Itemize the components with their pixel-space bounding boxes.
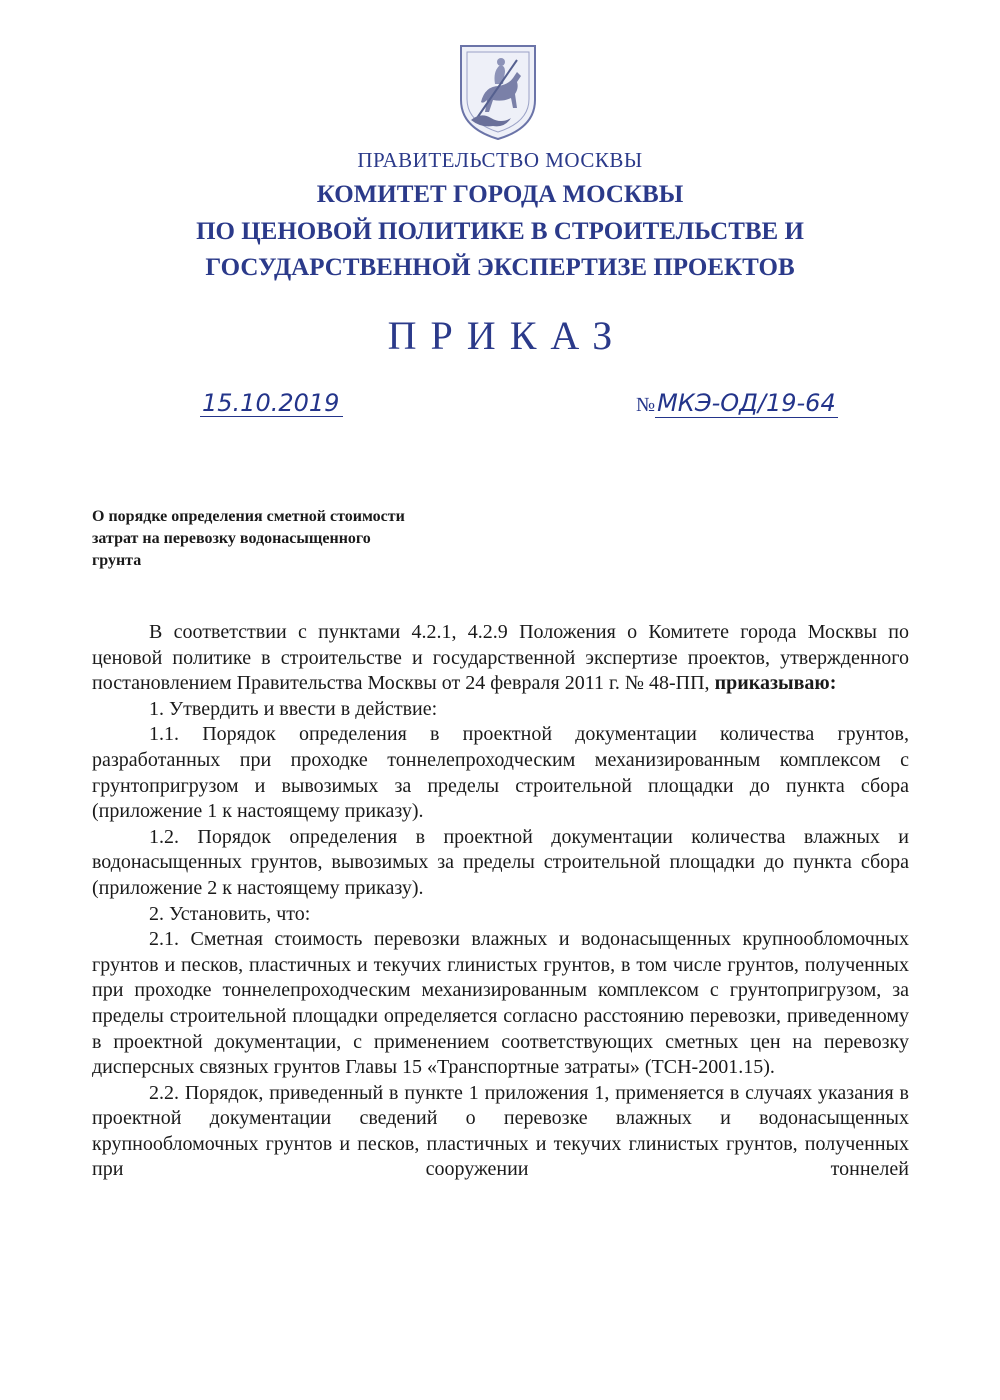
order-date: 15.10.2019	[200, 390, 343, 417]
document-type-heading: ПРИКАЗ	[387, 313, 627, 358]
committee-title-line-1: КОМИТЕТ ГОРОДА МОСКВЫ	[316, 181, 684, 208]
paragraph-2-2: 2.2. Порядок, приведенный в пункте 1 приложения 1, применяется в случаях указания в проектной документации сведений о перевозке влажных и водонасыщенных крупнообломочных грунтов и песков, пластичных и текучих глинистых грунтов, полученных при сооружении тоннелей	[92, 1081, 909, 1181]
number-sign: №	[636, 394, 656, 416]
paragraph-1: 1. Утвердить и ввести в действие:	[149, 697, 438, 720]
government-title: ПРАВИТЕЛЬСТВО МОСКВЫ	[357, 148, 643, 172]
order-subject: О порядке определения сметной стоимости затрат на перевозку водонасыщенного грунта	[92, 508, 405, 569]
preamble-paragraph	[92, 620, 909, 697]
paragraph-1-2: 1.2. Порядок определения в проектной документации количества влажных и водонасыщенных грунтов, вывозимых за пределы строительной площадки до пункта сбора (приложение 2 к настоящему приказу).	[92, 825, 909, 899]
paragraph-2-1: 2.1. Сметная стоимость перевозки влажных и водонасыщенных крупнообломочных грунтов и песков, пластичных и текучих глинистых грунтов, в том числе грунтов, полученных при проходке тоннелепроходческим механизированным комплексом с грунтопригрузом, за пределы строительной площадки определяется согласно расстоянию перевозки, приведенному в проектной документации, с применением соответствующих сметных цен на перевозку дисперсных связных грунтов Главы 15 «Транспортные затраты» (ТСН-2001.15).	[92, 928, 909, 1079]
committee-title-line-2: ПО ЦЕНОВОЙ ПОЛИТИКЕ В СТРОИТЕЛЬСТВЕ И	[196, 218, 804, 245]
order-number-value: МКЭ-ОД/19-64	[657, 389, 836, 417]
order-body	[92, 620, 909, 1183]
paragraph-2: 2. Установить, что:	[149, 902, 311, 925]
preamble-decree-word: приказываю:	[714, 672, 837, 695]
paragraph-1-1: 1.1. Порядок определения в проектной документации количества грунтов, разработанных при проходке тоннелепроходческим механизированным комплексом с грунтопригрузом и вывозимых за пределы строительной площадки до пункта сбора (приложение 1 к настоящему приказу).	[92, 723, 909, 823]
committee-title-line-3: ГОСУДАРСТВЕННОЙ ЭКСПЕРТИЗЕ ПРОЕКТОВ	[205, 254, 795, 281]
preamble-text: В соответствии с пунктами 4.2.1, 4.2.9 Положения о Комитете города Москвы по ценовой политике в строительстве и государственной экспертизе проектов, утвержденного постановлением Правительства Москвы от 24 февраля 2011 г. № 48-ПП,	[92, 621, 909, 695]
order-number	[636, 390, 838, 418]
moscow-coat-of-arms-icon	[455, 42, 541, 142]
